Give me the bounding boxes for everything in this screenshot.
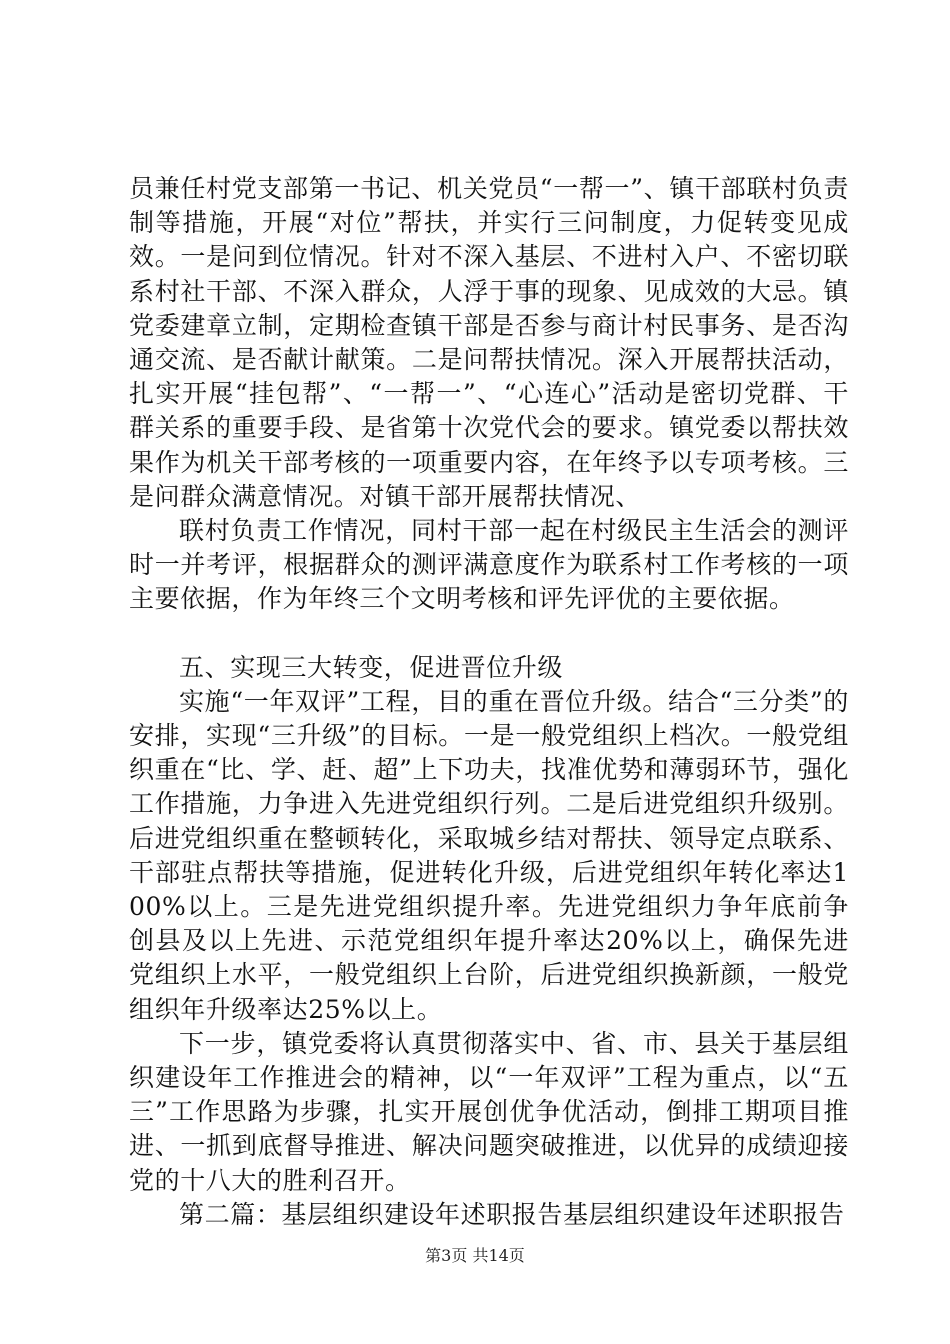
document-body xyxy=(129,172,849,1232)
paragraph-next-step: 下一步，镇党委将认真贯彻落实中、省、市、县关于基层组织建设年工作推进会的精神，以“一年双评”工程为重点，以“五三”工作思路为步骤，扎实开展创优争优活动，倒排工期项目推进、一抓到底督导推进、解决问题突破推进，以优异的成绩迎接党的十八大的胜利召开。 xyxy=(129,1028,849,1195)
paragraph-evaluation: 联村负责工作情况，同村干部一起在村级民主生活会的测评时一并考评，根据群众的测评满意度作为联系村工作考核的一项主要依据，作为年终三个文明考核和评先评优的主要依据。 xyxy=(129,516,849,614)
paragraph-spacer xyxy=(129,617,849,651)
paragraph-upgrade: 实施“一年双评”工程，目的重在晋位升级。结合“三分类”的安排，实现“三升级”的目标。一是一般党组织上档次。一般党组织重在“比、学、赶、超”上下功夫，找准优势和薄弱环节，强化工作措施，力争进入先进党组织行列。二是后进党组织升级别。后进党组织重在整顿转化，采取城乡结对帮扶、领导定点联系、干部驻点帮扶等措施，促进转化升级，后进党组织年转化率达100%以上。三是先进党组织提升率。先进党组织力争年底前争创县及以上先进、示范党组织年提升率达20%以上，确保先进党组织上水平，一般党组织上台阶，后进党组织换新颜，一般党组织年升级率达25%以上。 xyxy=(129,686,849,1024)
page-number-footer: 第3页 共14页 xyxy=(425,1246,525,1265)
paragraph-continuation: 员兼任村党支部第一书记、机关党员“一帮一”、镇干部联村负责制等措施，开展“对位”帮扶，并实行三问制度，力促转变见成效。一是问到位情况。针对不深入基层、不进村入户、不密切联系村社干部、不深入群众，人浮于事的现象、见成效的大忌。镇党委建章立制，定期检查镇干部是否参与商计村民事务、是否沟通交流、是否献计献策。二是问帮扶情况。深入开展帮扶活动，扎实开展“挂包帮”、“一帮一”、“心连心”活动是密切党群、干群关系的重要手段、是省第十次党代会的要求。镇党委以帮扶效果作为机关干部考核的一项重要内容，在年终予以专项考核。三是问群众满意情况。对镇干部开展帮扶情况、 xyxy=(129,174,849,511)
section-heading: 五、实现三大转变，促进晋位升级 xyxy=(179,652,564,682)
paragraph-second-part-title: 第二篇：基层组织建设年述职报告基层组织建设年述职报告 xyxy=(179,1199,845,1229)
